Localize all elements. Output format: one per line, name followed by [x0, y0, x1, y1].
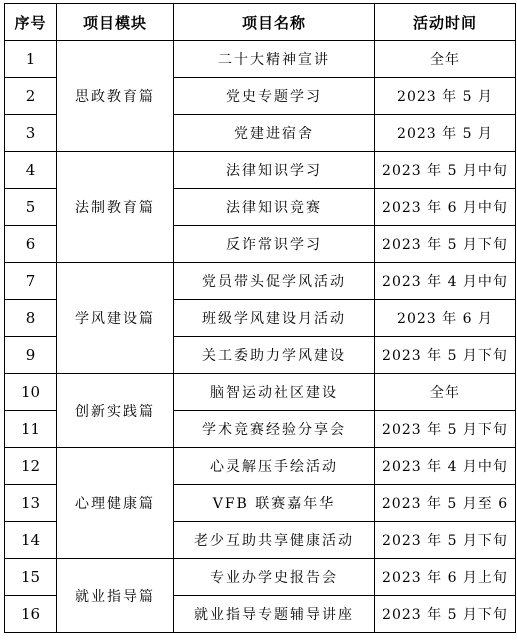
project-name: 党史专题学习 [174, 78, 375, 115]
project-name: 老少互助共享健康活动 [174, 522, 375, 559]
activity-time: 2023 年 5 月下旬 [375, 596, 516, 633]
header-number: 序号 [5, 4, 57, 41]
project-name: 心灵解压手绘活动 [174, 448, 375, 485]
header-name: 项目名称 [174, 4, 375, 41]
project-name: 专业办学史报告会 [174, 559, 375, 596]
row-number: 4 [5, 152, 57, 189]
activity-time: 2023 年 5 月下旬 [375, 411, 516, 448]
row-number: 2 [5, 78, 57, 115]
project-name: 关工委助力学风建设 [174, 337, 375, 374]
activity-time: 2023 年 5 月下旬 [375, 226, 516, 263]
row-number: 11 [5, 411, 57, 448]
project-name: 就业指导专题辅导讲座 [174, 596, 375, 633]
header-row [5, 4, 516, 41]
module-cell: 就业指导篇 [57, 559, 174, 633]
activity-time: 2023 年 5 月 [375, 115, 516, 152]
table-row [5, 448, 516, 485]
project-name: 反诈常识学习 [174, 226, 375, 263]
activity-time: 2023 年 5 月中旬 [375, 152, 516, 189]
table-header [5, 4, 516, 41]
row-number: 5 [5, 189, 57, 226]
row-number: 8 [5, 300, 57, 337]
table-row [5, 559, 516, 596]
activity-time: 2023 年 4 月中旬 [375, 263, 516, 300]
row-number: 16 [5, 596, 57, 633]
activity-time: 2023 年 5 月 [375, 78, 516, 115]
row-number: 14 [5, 522, 57, 559]
project-name: 党建进宿舍 [174, 115, 375, 152]
activity-time: 2023 年 6 月中旬 [375, 189, 516, 226]
row-number: 12 [5, 448, 57, 485]
activity-time: 2023 年 6 月上旬 [375, 559, 516, 596]
project-name: 脑智运动社区建设 [174, 374, 375, 411]
activity-time: 2023 年 5 月至 6 [375, 485, 516, 522]
project-name: 班级学风建设月活动 [174, 300, 375, 337]
activity-time: 全年 [375, 41, 516, 78]
project-name: 学术竞赛经验分享会 [174, 411, 375, 448]
project-name: 法律知识竞赛 [174, 189, 375, 226]
row-number: 3 [5, 115, 57, 152]
table-row [5, 152, 516, 189]
activity-time: 2023 年 4 月中旬 [375, 448, 516, 485]
row-number: 1 [5, 41, 57, 78]
module-cell: 思政教育篇 [57, 41, 174, 152]
table-body [5, 41, 516, 633]
module-cell: 学风建设篇 [57, 263, 174, 374]
row-number: 15 [5, 559, 57, 596]
table-row [5, 374, 516, 411]
header-module: 项目模块 [57, 4, 174, 41]
project-name: VFB 联赛嘉年华 [174, 485, 375, 522]
table-row [5, 41, 516, 78]
activity-time: 全年 [375, 374, 516, 411]
activity-schedule-table [4, 3, 516, 633]
project-name: 二十大精神宣讲 [174, 41, 375, 78]
header-time: 活动时间 [375, 4, 516, 41]
activity-time: 2023 年 5 月下旬 [375, 337, 516, 374]
module-cell: 法制教育篇 [57, 152, 174, 263]
row-number: 9 [5, 337, 57, 374]
project-name: 法律知识学习 [174, 152, 375, 189]
activity-time: 2023 年 5 月下旬 [375, 522, 516, 559]
row-number: 10 [5, 374, 57, 411]
module-cell: 创新实践篇 [57, 374, 174, 448]
activity-time: 2023 年 6 月 [375, 300, 516, 337]
table-row [5, 263, 516, 300]
project-name: 党员带头促学风活动 [174, 263, 375, 300]
row-number: 7 [5, 263, 57, 300]
module-cell: 心理健康篇 [57, 448, 174, 559]
row-number: 13 [5, 485, 57, 522]
row-number: 6 [5, 226, 57, 263]
